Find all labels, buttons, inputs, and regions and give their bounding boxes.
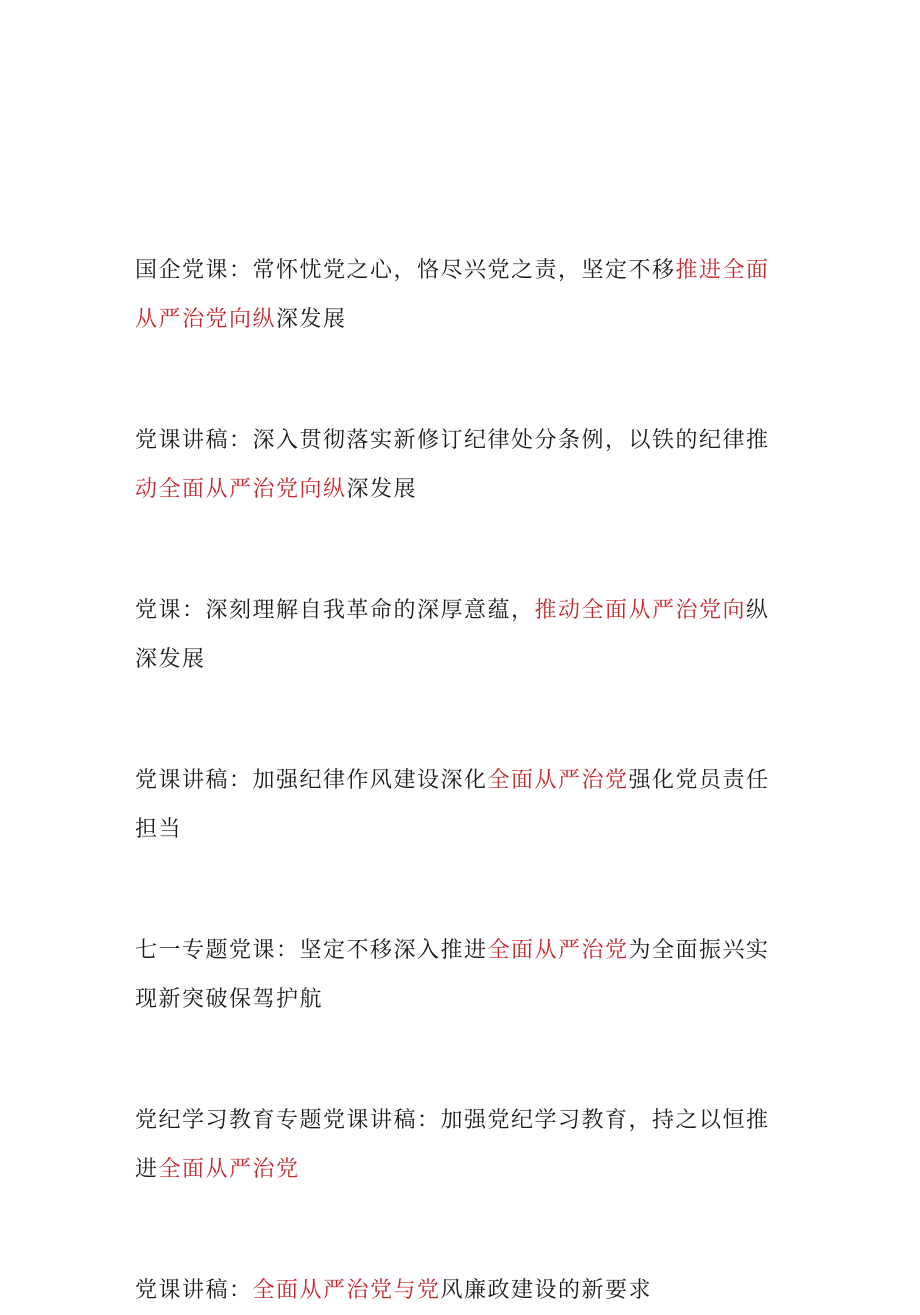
title-entry-2-text-a: 党课讲稿：深入贯彻落实新修订纪律处分条例，以铁的纪律推 — [135, 428, 770, 453]
title-entry-7 — [135, 1266, 787, 1315]
title-entry-6 — [135, 1096, 787, 1194]
title-entry-5 — [135, 926, 787, 1024]
title-entry-4 — [135, 756, 787, 854]
title-entry-1-text-a: 国企党课：常怀忧党之心，恪尽兴党之责，坚定不移 — [135, 258, 676, 283]
title-entry-4-highlight: 全面从严治党 — [487, 768, 629, 793]
title-list — [135, 246, 787, 1315]
title-entry-4-text-a: 党课讲稿：加强纪律作风建设深化 — [135, 768, 488, 793]
title-entry-7-text-b: 风廉政建设的新要求 — [440, 1278, 653, 1303]
title-entry-5-text-a: 七一专题党课：坚定不移深入推进 — [135, 938, 488, 963]
title-entry-2-text-b: 深发展 — [346, 477, 418, 502]
title-entry-3-text-a: 党课：深刻理解自我革命的深厚意蕴， — [135, 598, 535, 623]
title-entry-2-highlight: 动全面从严治党向纵 — [135, 477, 347, 502]
title-entry-1-highlight: 推进全面从严治党向纵 — [135, 258, 770, 332]
title-entry-5-text-b: 为全面振兴实现新突破保驾护航 — [135, 938, 770, 1012]
title-entry-1-text-b: 深发展 — [276, 307, 347, 332]
title-entry-5-highlight: 全面从严治党 — [487, 938, 629, 963]
title-entry-7-highlight: 全面从严治党与党 — [252, 1278, 441, 1303]
title-entry-6-highlight: 全面从严治党 — [158, 1157, 300, 1182]
title-entry-1 — [135, 246, 787, 344]
title-entry-2 — [135, 416, 787, 514]
title-entry-3 — [135, 586, 787, 684]
title-entry-7-text-a: 党课讲稿： — [135, 1278, 253, 1303]
title-entry-4-text-b: 强化党员责任担当 — [135, 768, 770, 842]
title-entry-3-text-b: 纵深发展 — [135, 598, 770, 672]
title-entry-6-text-a: 党纪学习教育专题党课讲稿：加强党纪学习教育，持之以恒推进 — [135, 1108, 770, 1182]
title-entry-3-highlight: 推动全面从严治党向 — [534, 598, 747, 623]
